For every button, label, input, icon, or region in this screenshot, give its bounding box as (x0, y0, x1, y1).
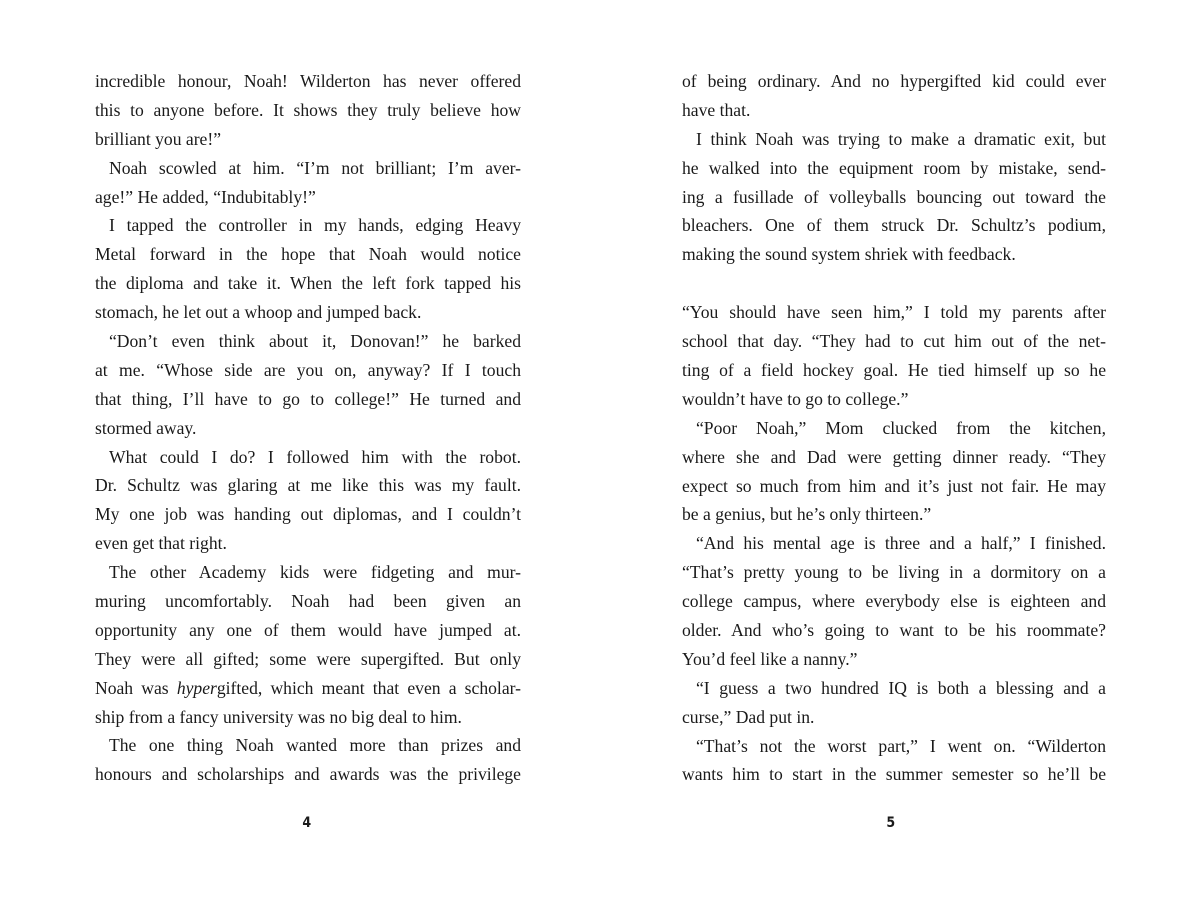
left-page (95, 67, 521, 789)
text-line: I tapped the controller in my hands, edging Heavy (109, 215, 521, 236)
text-line: The one thing Noah wanted more than prizes and (109, 735, 521, 756)
text-line: “Don’t even think about it, Donovan!” he barked (109, 331, 521, 352)
text-line: The other Academy kids were fidgeting and mur- (109, 562, 521, 583)
text-line: bleachers. One of them struck Dr. Schultz’s podium, (682, 215, 1106, 236)
text-line: “That’s pretty young to be living in a dormitory on a (682, 562, 1106, 583)
text-line: Metal forward in the hope that Noah would notice (95, 244, 521, 265)
text-line: have that. (682, 99, 751, 120)
text-line: ting of a field hockey goal. He tied himself up so he (682, 360, 1106, 381)
text-line: stomach, he let out a whoop and jumped back. (95, 302, 422, 323)
text-line: honours and scholarships and awards was the privilege (95, 764, 521, 785)
text-line: that thing, I’ll have to go to college!” He turned and (95, 388, 521, 409)
text-line: wouldn’t have to go to college.” (682, 388, 909, 409)
text-line: I think Noah was trying to make a dramatic exit, but (696, 128, 1106, 149)
text-line: brilliant you are!” (95, 128, 222, 149)
text-line: ing a fusillade of volleyballs bouncing out toward the (682, 186, 1106, 207)
text-line: where she and Dad were getting dinner ready. “They (682, 446, 1106, 467)
text-span: gifted, which meant that even a scholar- (216, 677, 521, 698)
text-line: curse,” Dad put in. (682, 706, 815, 727)
text-line: school that day. “They had to cut him out of the net- (682, 331, 1106, 352)
text-line: the diploma and take it. When the left fork tapped his (95, 273, 521, 294)
text-line: he walked into the equipment room by mistake, send- (682, 157, 1106, 178)
text-line (95, 674, 521, 703)
text-line: My one job was handing out diplomas, and I couldn’t (95, 504, 521, 525)
text-line: older. And who’s going to want to be his roommate? (682, 620, 1106, 641)
text-line: They were all gifted; some were supergifted. But only (95, 648, 521, 669)
text-line: making the sound system shriek with feedback. (682, 244, 1016, 265)
text-line: of being ordinary. And no hypergifted kid could ever (682, 71, 1106, 91)
text-line: “Poor Noah,” Mom clucked from the kitchen, (696, 417, 1106, 438)
text-line: even get that right. (95, 533, 227, 554)
text-line: Noah scowled at him. “I’m not brilliant; I’m aver- (109, 157, 521, 178)
text-line: expect so much from him and it’s just not fair. He may (682, 475, 1106, 496)
text-line: opportunity any one of them would have jumped at. (95, 619, 521, 640)
text-line: at me. “Whose side are you on, anyway? If I touch (95, 359, 521, 380)
text-line: age!” He added, “Indubitably!” (95, 186, 316, 207)
text-line: What could I do? I followed him with the robot. (109, 446, 521, 467)
text-line: ship from a fancy university was no big deal to him. (95, 706, 462, 727)
text-line: “And his mental age is three and a half,” I finished. (696, 533, 1106, 554)
text-line: this to anyone before. It shows they truly believe how (95, 99, 521, 120)
text-line: incredible honour, Noah! Wilderton has never offered (95, 71, 521, 91)
text-line: “You should have seen him,” I told my parents after (682, 302, 1106, 323)
page-number: 4 (302, 815, 312, 831)
text-line: muring uncomfortably. Noah had been given an (95, 591, 521, 612)
text-line: Dr. Schultz was glaring at me like this was my fault. (95, 475, 521, 496)
text-line: stormed away. (95, 417, 197, 438)
text-line: “I guess a two hundred IQ is both a blessing and a (696, 677, 1106, 698)
text-line: college campus, where everybody else is eighteen and (682, 591, 1106, 612)
page-number: 5 (886, 815, 896, 831)
right-page (682, 67, 1106, 789)
text-line: You’d feel like a nanny.” (682, 648, 858, 669)
section-break (682, 269, 1106, 298)
text-line: be a genius, but he’s only thirteen.” (682, 504, 932, 525)
text-line: wants him to start in the summer semester so he’ll be (682, 764, 1106, 785)
text-line: “That’s not the worst part,” I went on. “Wilderton (696, 735, 1106, 756)
italic-word: hyper (176, 677, 217, 698)
text-span: Noah was (95, 677, 177, 698)
